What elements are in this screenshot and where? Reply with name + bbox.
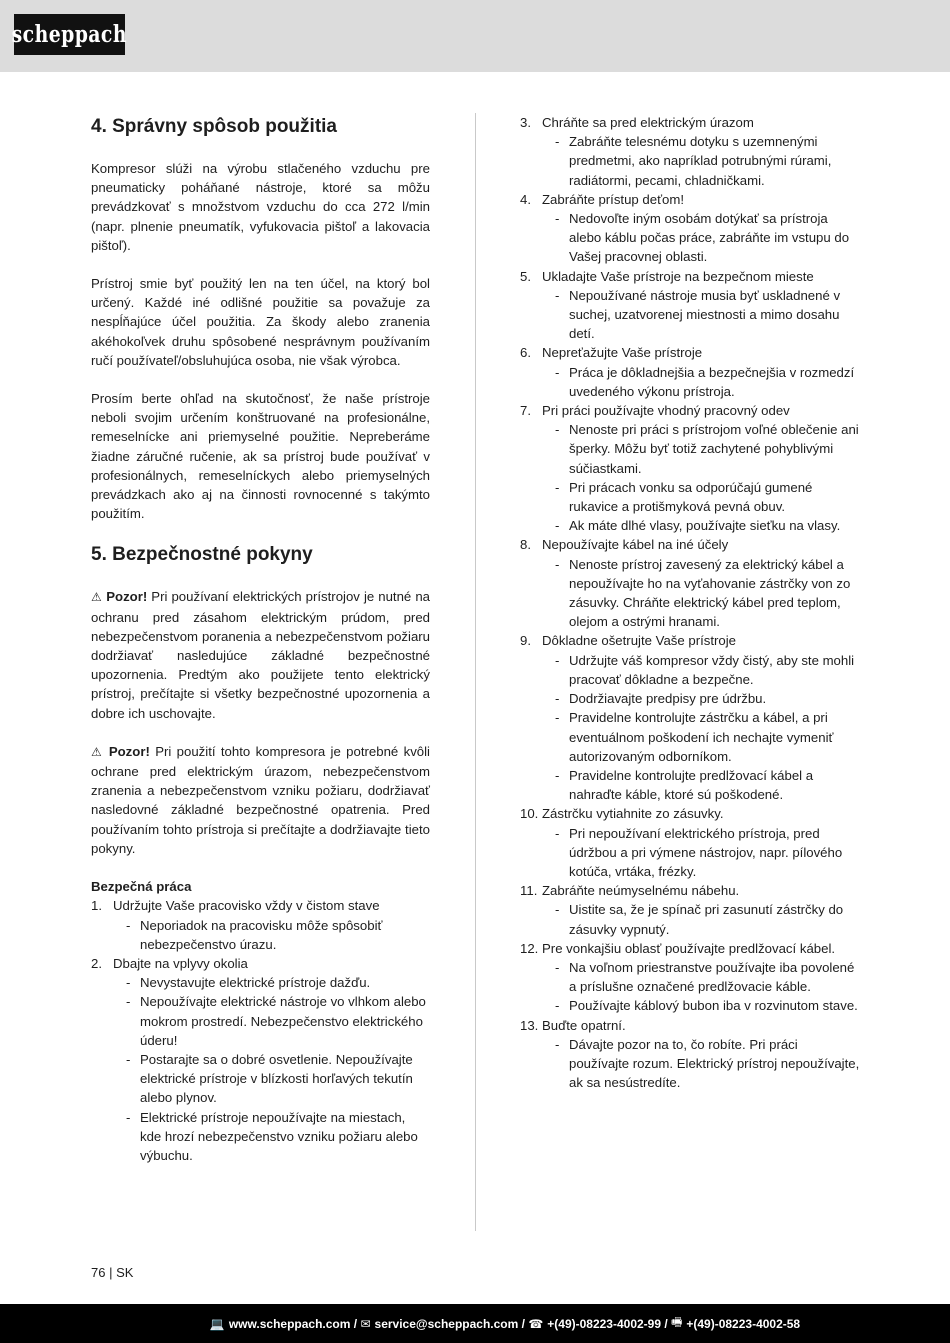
item-title: Ukladajte Vaše prístroje na bezpečnom mieste bbox=[542, 268, 814, 284]
list-item bbox=[520, 1016, 860, 1093]
header-band bbox=[0, 0, 950, 72]
warning-triangle-icon: ⚠ bbox=[91, 744, 104, 759]
item-number: 7. bbox=[520, 403, 531, 419]
bullet: - Uistite sa, že je spínač pri zasunutí zástrčky do zásuvky vypnutý. bbox=[542, 900, 860, 938]
bullet: - Dávajte pozor na to, čo robíte. Pri práci používajte rozum. Elektrický prístroj nepoužívajte, ak sa nesústredíte. bbox=[542, 1035, 860, 1093]
item-title: Pre vonkajšiu oblasť používajte predlžovací kábel. bbox=[542, 940, 836, 956]
list-item bbox=[520, 267, 860, 344]
bullet: - Ak máte dlhé vlasy, používajte sieťku na vlasy. bbox=[542, 516, 860, 535]
mail-icon: ✉ bbox=[360, 1316, 371, 1331]
brand-logo: scheppach bbox=[14, 14, 125, 55]
page-number-value: 76 bbox=[91, 1265, 106, 1280]
bullet: - Dodržiavajte predpisy pre údržbu. bbox=[542, 689, 860, 708]
bullet: - Nepoužívané nástroje musia byť uskladnené v suchej, uzatvorenej miestnosti a mimo dosahu detí. bbox=[542, 286, 860, 344]
warning-paragraph bbox=[91, 742, 430, 858]
bullet: - Nepoužívajte elektrické nástroje vo vlhkom alebo mokrom prostredí. Nebezpečenstvo elektrického úderu! bbox=[113, 992, 430, 1050]
bullet: - Neporiadok na pracovisku môže spôsobiť nebezpečenstvo úrazu. bbox=[113, 916, 430, 954]
item-title: Zabráňte neúmyselnému nábehu. bbox=[542, 883, 740, 899]
item-number: 8. bbox=[520, 537, 531, 553]
item-title: Dôkladne ošetrujte Vaše prístroje bbox=[542, 633, 737, 649]
paragraph: Prístroj smie byť použitý len na ten účel, na ktorý bol určený. Každé iné odlišné použitie sa považuje za nespĺňajúce účel použitia. Za škody alebo zranenia akéhokoľvek druhu spôsobené nesprávnym používaním ručí používateľ/obsluhujúca osoba, nie však výrobca. bbox=[91, 276, 430, 368]
bullet: - Na voľnom priestranstve používajte iba povolené a príslušne označené predlžovacie káble. bbox=[542, 958, 860, 996]
warning-paragraph bbox=[91, 587, 430, 722]
column-divider bbox=[475, 113, 476, 1231]
item-title: Dbajte na vplyvy okolia bbox=[113, 955, 248, 971]
subsection-heading: Bezpečná práca bbox=[91, 879, 192, 895]
item-title: Nepreťažujte Vaše prístroje bbox=[542, 345, 703, 361]
list-item bbox=[520, 881, 860, 939]
list-item bbox=[520, 113, 860, 190]
list-item bbox=[91, 896, 430, 954]
paragraph: Kompresor slúži na výrobu stlačeného vzduchu pre pneumaticky poháňané nástroje, ktoré sa môžu prevádzkovať s množstvom vzduchu do cca 272 l/min (napr. plnenie pneumatík, vyfukovacia pištoľ a lakovacia pištoľ). bbox=[91, 161, 430, 253]
bullet: - Pravidelne kontrolujte zástrčku a kábel, a pri eventuálnom poškodení ich nechajte vymeniť autorizovaným odborníkom. bbox=[542, 708, 860, 766]
item-number: 6. bbox=[520, 345, 531, 361]
contact-footer: 💻 www.scheppach.com / ✉ service@scheppach.com / ☎ +(49)-08223-4002-99 / 🖷 +(49)-08223-4002-58 bbox=[0, 1304, 950, 1343]
item-number: 10. bbox=[520, 806, 539, 822]
bullet: - Zabráňte telesnému dotyku s uzemnenými predmetmi, ako napríklad potrubnými rúrami, radiátormi, pecami, chladničkami. bbox=[542, 132, 860, 190]
list-item bbox=[91, 954, 430, 1165]
bullet: - Udržujte váš kompresor vždy čistý, aby ste mohli pracovať dôkladne a bezpečne. bbox=[542, 651, 860, 689]
warning-text: Pri použití tohto kompresora je potrebné kvôli ochrane pred elektrickým úrazom, nebezpečenstvom zranenia a nebezpečenstvom vzniku požiaru, dodržiavať nasledovné základné bezpečnostné opatrenia. Pred používaním tohto prístroja si prečítajte a dodržiavajte tieto pokyny. bbox=[91, 743, 430, 856]
bullet: - Pri nepoužívaní elektrického prístroja, pred údržbou a pri výmene nástrojov, napr. pílového kotúča, vrtáka, frézky. bbox=[542, 824, 860, 882]
footer-phone: +(49)-08223-4002-99 bbox=[547, 1316, 662, 1331]
safety-list-continued bbox=[520, 113, 860, 1092]
bullet: - Nevystavujte elektrické prístroje dažďu. bbox=[113, 973, 430, 992]
item-number: 11. bbox=[520, 883, 538, 899]
list-item bbox=[520, 535, 860, 631]
item-number: 9. bbox=[520, 633, 531, 649]
item-title: Zabráňte prístup deťom! bbox=[542, 191, 685, 207]
right-column bbox=[520, 113, 860, 1092]
item-title: Chráňte sa pred elektrickým úrazom bbox=[542, 115, 754, 130]
bullet: - Práca je dôkladnejšia a bezpečnejšia v rozmedzí uvedeného výkonu prístroja. bbox=[542, 363, 860, 401]
fax-icon: 🖷 bbox=[671, 1315, 683, 1329]
phone-icon: ☎ bbox=[528, 1316, 544, 1331]
paragraph: Prosím berte ohľad na skutočnosť, že naše prístroje neboli svojim určením konštruované na profesionálne, remeselnícke ani priemyselné použitie. Nepreberáme žiadne záručné ručenie, ak sa prístroj bude používať v profesionálnych, remeselníckych alebo priemyselných prevádzkach ako aj na činnosti rovnocenné s takýmto použitím. bbox=[91, 391, 430, 522]
item-title: Zástrčku vytiahnite zo zásuvky. bbox=[542, 806, 724, 822]
warning-text: Pri používaní elektrických prístrojov je nutné na ochranu pred zásahom elektrickým prúdom, pred nebezpečenstvom poranenia a nebezpečenstvom požiaru dodržiavať nasledujúce základné bezpečnostné upozornenia. Predtým ako použijete tento elektrický prístroj, prečítajte si všetky bezpečnostné upozornenia a dobre ich uschovajte. bbox=[91, 589, 430, 721]
item-number: 3. bbox=[520, 115, 531, 130]
safety-list bbox=[91, 896, 430, 1165]
list-item bbox=[520, 939, 860, 1016]
item-title: Buďte opatrní. bbox=[542, 1017, 626, 1033]
footer-web[interactable]: www.scheppach.com bbox=[228, 1316, 351, 1331]
item-number: 12. bbox=[520, 940, 539, 956]
list-item bbox=[520, 631, 860, 804]
item-number: 2. bbox=[91, 955, 102, 971]
item-number: 4. bbox=[520, 191, 531, 207]
computer-icon: 💻 bbox=[209, 1316, 225, 1331]
bullet: - Pri prácach vonku sa odporúčajú gumené rukavice a protišmyková pevná obuv. bbox=[542, 478, 860, 516]
section-4-title: 4. Správny spôsob použitia bbox=[91, 116, 337, 137]
item-number: 1. bbox=[91, 898, 102, 914]
warning-triangle-icon: ⚠ bbox=[91, 590, 103, 605]
item-title: Pri práci používajte vhodný pracovný odev bbox=[542, 403, 790, 419]
bullet: - Nenoste prístroj zavesený za elektrický kábel a nepoužívajte ho na vyťahovanie zástrčky von zo zásuvky. Chráňte elektrický kábel pred teplom, olejom a ostrými hranami. bbox=[542, 555, 860, 632]
bullet: - Elektrické prístroje nepoužívajte na miestach, kde hrozí nebezpečenstvo vzniku požiaru alebo výbuchu. bbox=[113, 1108, 430, 1166]
language-code: SK bbox=[116, 1265, 134, 1280]
bullet: - Nedovoľte iným osobám dotýkať sa prístroja alebo káblu počas práce, zabráňte im vstupu do Vašej pracovnej oblasti. bbox=[542, 209, 860, 267]
left-column bbox=[91, 113, 430, 1165]
list-item bbox=[520, 190, 860, 267]
bullet: - Postarajte sa o dobré osvetlenie. Nepoužívajte elektrické prístroje v blízkosti horľavých tekutín alebo plynov. bbox=[113, 1050, 430, 1108]
item-title: Nepoužívajte kábel na iné účely bbox=[542, 537, 729, 553]
bullet: - Pravidelne kontrolujte predlžovací kábel a nahraďte káble, ktoré sú poškodené. bbox=[542, 766, 860, 804]
warning-label: Pozor! bbox=[108, 743, 150, 759]
bullet: - Nenoste pri práci s prístrojom voľné oblečenie ani šperky. Môžu byť totiž zachytené pohyblivými súčiastkami. bbox=[542, 420, 860, 478]
page-number: 76 | SK bbox=[91, 1265, 134, 1280]
item-number: 13. bbox=[520, 1017, 539, 1033]
list-item bbox=[520, 343, 860, 401]
bullet: - Používajte káblový bubon iba v rozvinutom stave. bbox=[542, 996, 860, 1015]
item-number: 5. bbox=[520, 268, 531, 284]
warning-label: Pozor! bbox=[106, 589, 148, 605]
item-title: Udržujte Vaše pracovisko vždy v čistom stave bbox=[113, 898, 380, 914]
list-item bbox=[520, 401, 860, 535]
list-item bbox=[520, 804, 860, 881]
footer-email[interactable]: service@scheppach.com bbox=[374, 1316, 519, 1331]
footer-fax: +(49)-08223-4002-58 bbox=[686, 1316, 801, 1331]
section-5-title: 5. Bezpečnostné pokyny bbox=[91, 544, 313, 566]
